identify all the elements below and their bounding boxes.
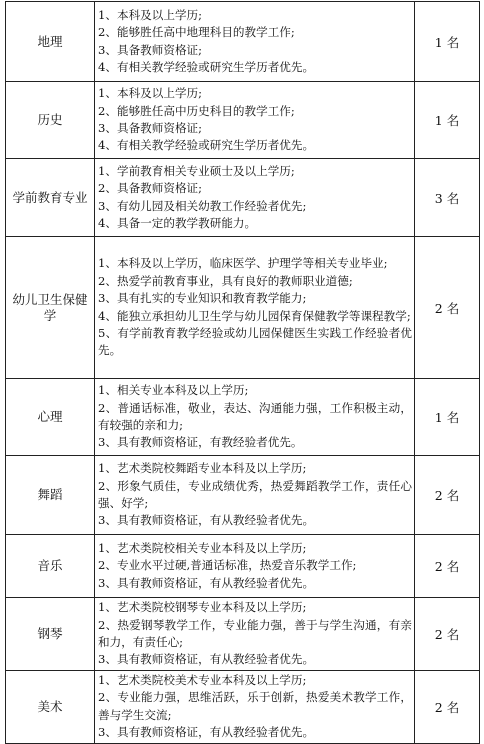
requirement-line: 3、具有教师资格证，有从教经验者优先。 xyxy=(98,652,315,667)
requirement-line: 1、艺术类院校相关专业本科及以上学历; xyxy=(98,540,307,555)
table-row xyxy=(6,159,480,237)
requirements-cell xyxy=(95,598,415,671)
requirement-line: 1、艺术类院校钢琴专业本科及以上学历; xyxy=(98,600,307,615)
requirement-line: 1、本科及以上学历，临床医学、护理学等相关专业毕业; xyxy=(98,256,388,271)
subject-cell: 地理 xyxy=(6,2,95,82)
table-row xyxy=(6,237,480,379)
requirement-line: 1、艺术类院校美术专业本科及以上学历; xyxy=(98,673,307,687)
requirement-line: 2、普通话标准，敬业，表达、沟通能力强，工作积极主动，有较强的亲和力; xyxy=(98,400,412,432)
requirements-cell xyxy=(95,2,415,82)
subject-cell: 历史 xyxy=(6,82,95,159)
requirement-line: 1、本科及以上学历; xyxy=(98,7,203,22)
requirements-cell xyxy=(95,379,415,456)
requirement-line: 1、相关专业本科及以上学历; xyxy=(98,383,249,398)
subject-cell: 心理 xyxy=(6,379,95,456)
requirements-cell xyxy=(95,237,415,379)
requirement-line: 4、有相关教学经验或研究生学历者优先。 xyxy=(98,59,315,74)
count-cell: 2 名 xyxy=(415,456,480,535)
requirement-line: 4、有相关教学经验或研究生学历者优先。 xyxy=(98,138,315,153)
requirements-cell xyxy=(95,535,415,598)
recruitment-table xyxy=(5,1,480,744)
subject-cell: 音乐 xyxy=(6,535,95,598)
table-row xyxy=(6,82,480,159)
requirement-line: 4、能独立承担幼儿卫生学与幼儿园保育保健教学等课程教学; xyxy=(98,308,411,323)
table-row xyxy=(6,535,480,598)
count-cell: 2 名 xyxy=(415,598,480,671)
requirements-cell xyxy=(95,456,415,535)
requirement-line: 1、艺术类院校舞蹈专业本科及以上学历; xyxy=(98,461,307,476)
requirement-line: 2、专业能力强，思维活跃，乐于创新，热爱美术教学工作，善与学生交流; xyxy=(98,690,412,722)
subject-cell: 美术 xyxy=(6,671,95,744)
count-cell: 2 名 xyxy=(415,671,480,744)
subject-cell: 舞蹈 xyxy=(6,456,95,535)
requirement-line: 3、具有教师资格证，有教经验者优先。 xyxy=(98,435,303,450)
requirements-cell xyxy=(95,82,415,159)
requirement-line: 2、形象气质佳，专业成绩优秀，热爱舞蹈教学工作，责任心强、好学; xyxy=(98,478,412,510)
requirement-line: 3、具有教师资格证，有从教经验者优先。 xyxy=(98,725,315,740)
requirement-line: 1、本科及以上学历; xyxy=(98,86,203,101)
requirement-line: 3、具有教师资格证，有从教经验者优先。 xyxy=(98,575,315,590)
count-cell: 1 名 xyxy=(415,379,480,456)
table-row xyxy=(6,456,480,535)
requirements-cell xyxy=(95,671,415,744)
requirement-line: 3、具有扎实的专业知识和教育教学能力; xyxy=(98,291,307,306)
subject-cell: 学前教育专业 xyxy=(6,159,95,237)
subject-cell: 钢琴 xyxy=(6,598,95,671)
requirement-line: 2、具备教师资格证; xyxy=(98,181,203,196)
requirement-line: 2、热爱钢琴教学工作，专业能力强，善于与学生沟通，有亲和力，有责任心; xyxy=(98,617,412,649)
count-cell: 2 名 xyxy=(415,237,480,379)
requirement-line: 5、有学前教育教学经验或幼儿园保健医生实践工作经验者优先。 xyxy=(98,325,412,358)
requirement-line: 1、学前教育相关专业硕士及以上学历; xyxy=(98,163,295,178)
count-cell: 1 名 xyxy=(415,2,480,82)
requirement-line: 2、能够胜任高中历史科目的教学工作; xyxy=(98,103,295,118)
requirement-line: 2、能够胜任高中地理科目的教学工作; xyxy=(98,25,295,40)
table-body xyxy=(6,2,480,744)
requirement-line: 3、有幼儿园及相关幼教工作经验者优先; xyxy=(98,198,307,213)
requirement-line: 2、热爱学前教育事业，具有良好的教师职业道德; xyxy=(98,273,353,288)
table-row xyxy=(6,671,480,744)
count-cell: 1 名 xyxy=(415,82,480,159)
requirements-cell xyxy=(95,159,415,237)
table-row xyxy=(6,598,480,671)
requirement-line: 4、具备一定的教学教研能力。 xyxy=(98,215,257,230)
requirement-line: 2、专业水平过硬,普通话标准，热爱音乐教学工作; xyxy=(98,558,357,573)
table-row xyxy=(6,379,480,456)
count-cell: 3 名 xyxy=(415,159,480,237)
subject-cell: 幼儿卫生保健学 xyxy=(6,237,95,379)
requirement-line: 3、具备教师资格证; xyxy=(98,121,203,135)
requirement-line: 3、具有教师资格证，有从教经验者优先。 xyxy=(98,513,315,528)
requirement-line: 3、具备教师资格证; xyxy=(98,42,203,57)
count-cell: 2 名 xyxy=(415,535,480,598)
table-row xyxy=(6,2,480,82)
